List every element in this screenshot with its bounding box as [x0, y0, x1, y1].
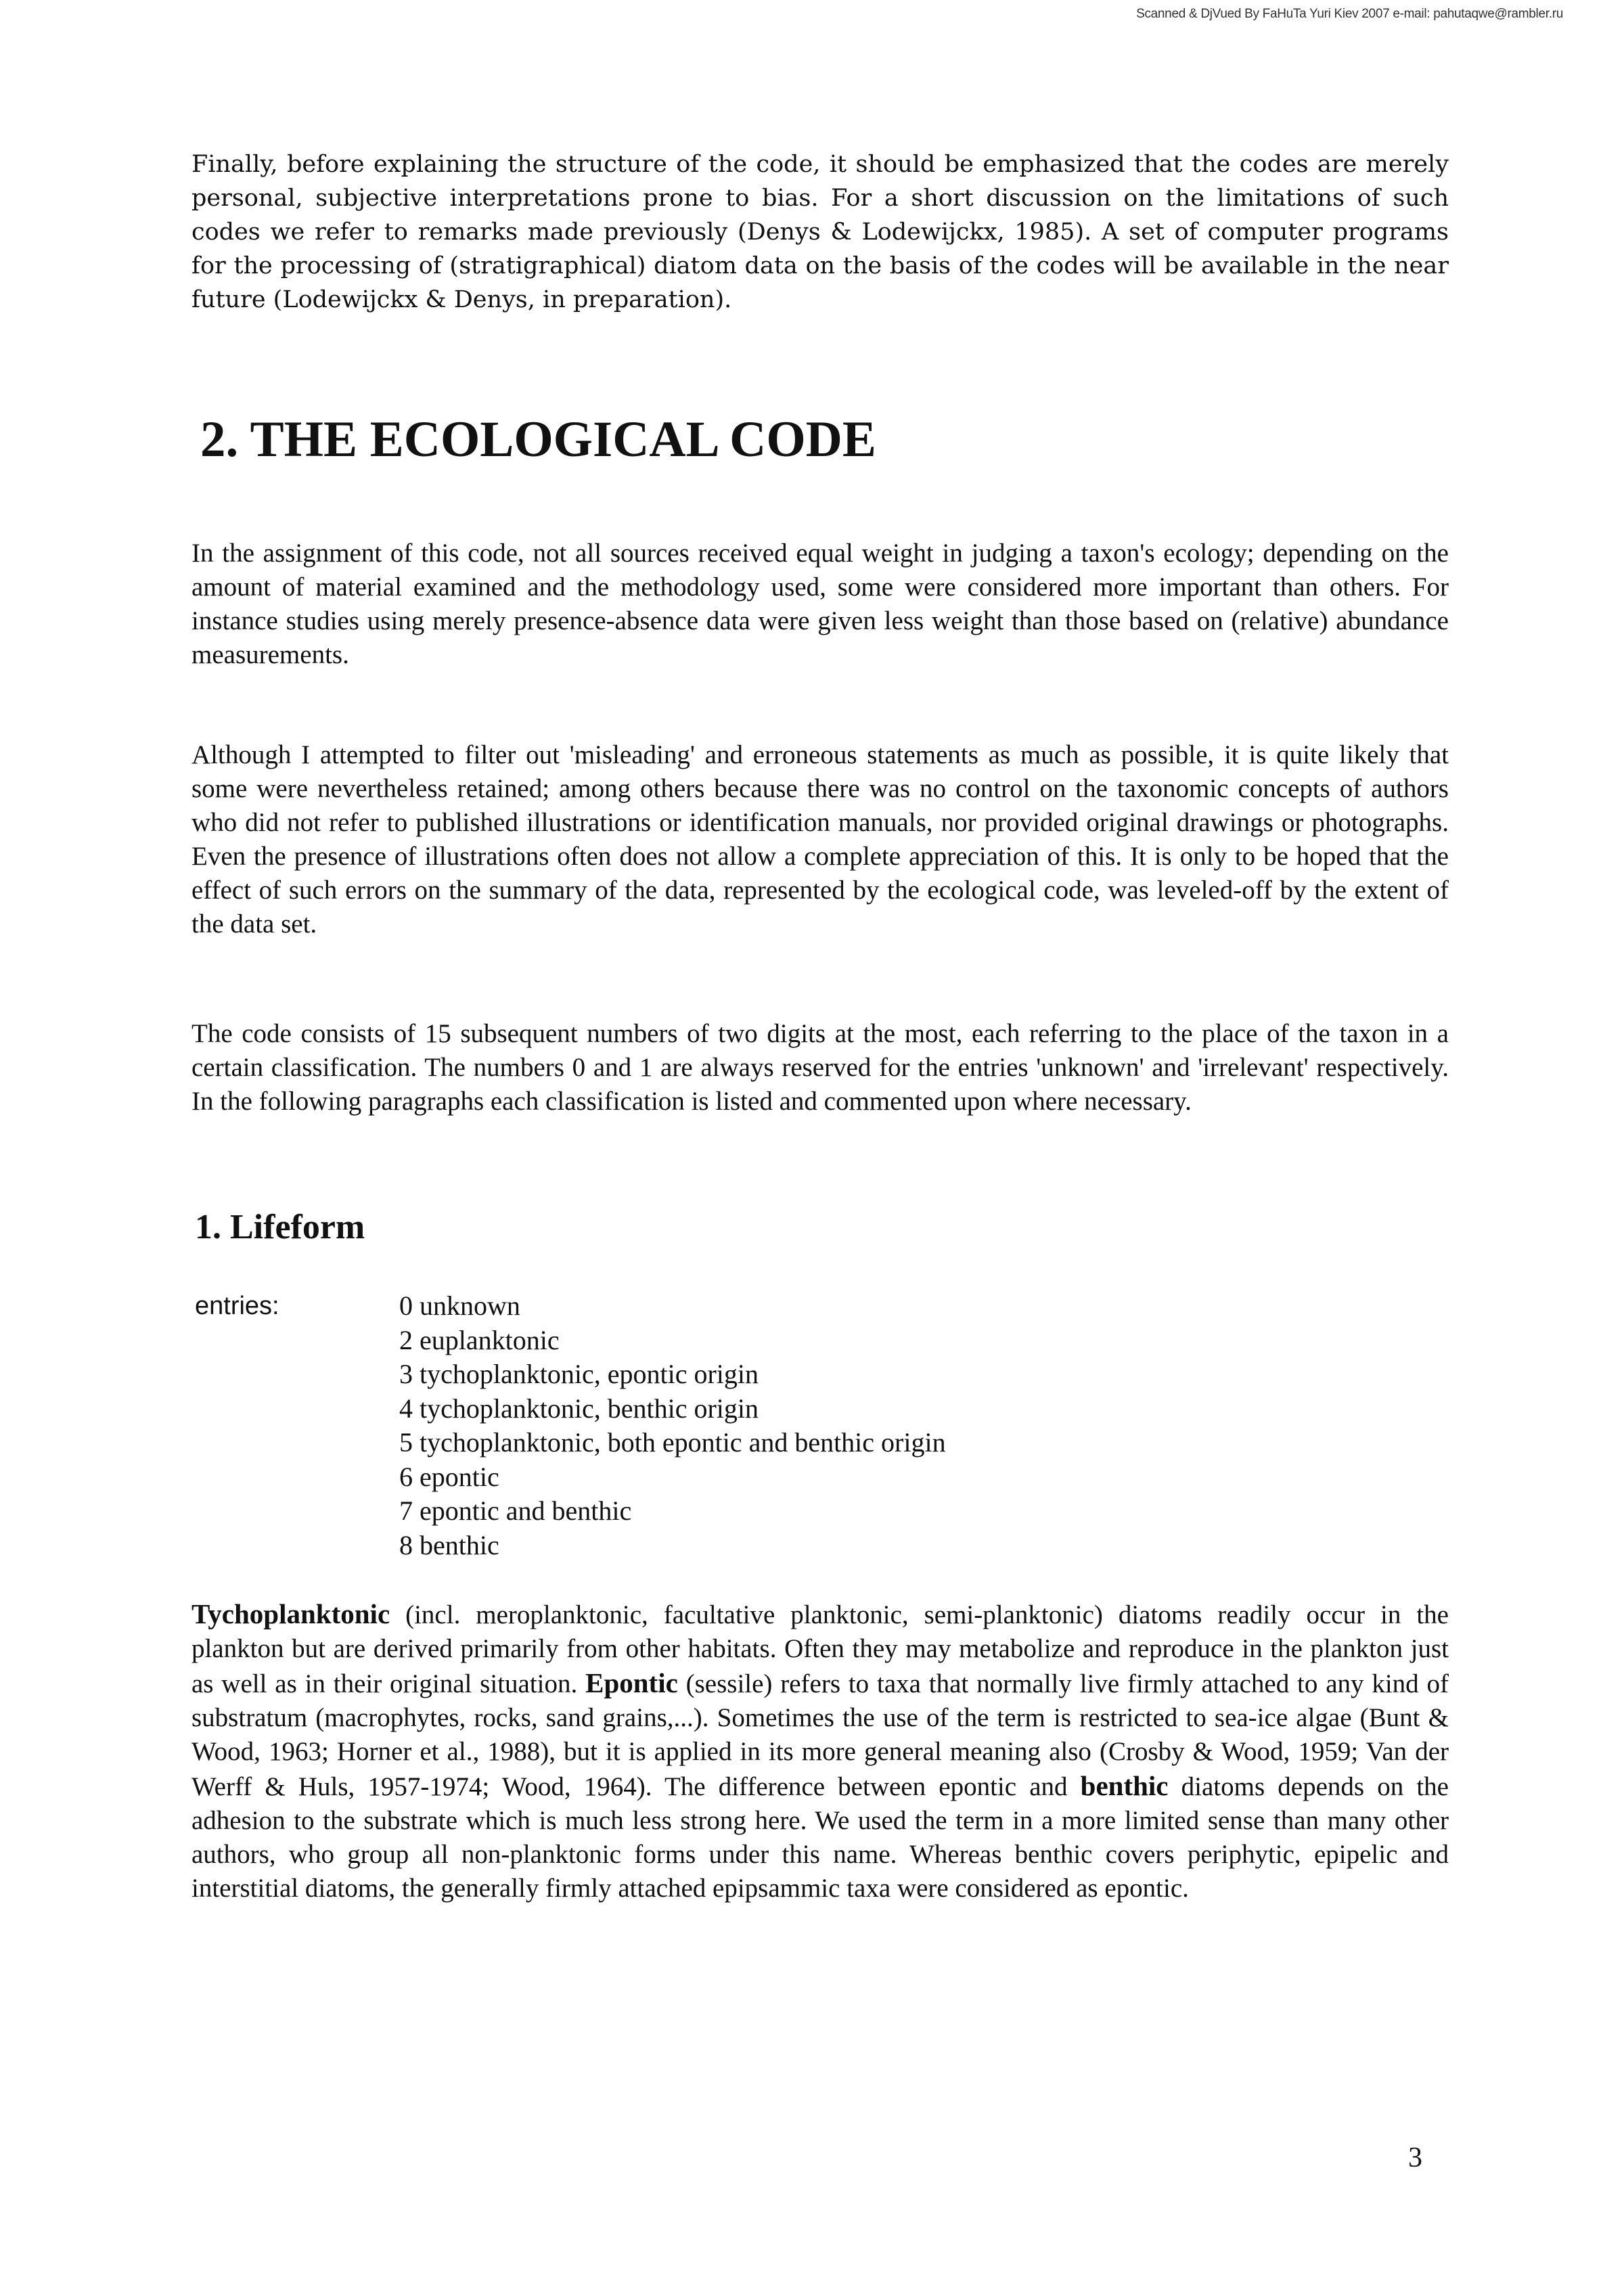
body-paragraph: In the assignment of this code, not all sources received equal weight in judging a taxon's ecology; depending on the amount of material examined and the methodology used, some were considered more important than others. For instance studies using merely presence-absence data were given less weight than those based on (relative) abundance measurements. [191, 539, 1449, 669]
definition-text: diatoms depends on the adhesion to the substrate which is much less strong here. We used the term in a more limited sense than many other authors, who group all non-planktonic forms under this name. Whereas benthic covers periphytic, epipelic and interstitial diatoms, the generally firmly attached epipsammic taxa were considered as epontic. [191, 1772, 1449, 1903]
entries-list [399, 1289, 946, 1562]
list-item: 7 epontic and benthic [399, 1495, 632, 1526]
list-item: 2 euplanktonic [399, 1324, 560, 1355]
term-tychoplanktonic: Tychoplanktonic [191, 1598, 390, 1629]
body-paragraph: The code consists of 15 subsequent numbers of two digits at the most, each referring to the place of the taxon in a certain classification. The numbers 0 and 1 are always reserved for the entries 'unknown' and 'irrelevant' respectively. In the following paragraphs each classification is listed and commented upon where necessary. [191, 1019, 1449, 1116]
list-item: 0 unknown [399, 1290, 520, 1321]
definitions-paragraph [191, 1597, 1449, 1905]
entries-label: entries: [195, 1292, 279, 1320]
intro-paragraph: Finally, before explaining the structure of the code, it should be emphasized that the codes are merely personal, subjective interpretations prone to bias. For a short discussion on the limitations of such codes we refer to remarks made previously (Denys & Lodewijckx, 1985). A set of computer programs for the processing of (stratigraphical) diatom data on the basis of the codes will be available in the near future (Lodewijckx & Denys, in preparation). [191, 151, 1449, 313]
list-item: 4 tychoplanktonic, benthic origin [399, 1393, 759, 1424]
section-title: 2. THE ECOLOGICAL CODE [200, 411, 876, 468]
term-benthic: benthic [1080, 1770, 1169, 1801]
scan-watermark: Scanned & DjVued By FaHuTa Yuri Kiev 2007 e-mail: pahutaqwe@rambler.ru [1136, 7, 1563, 21]
list-item: 5 tychoplanktonic, both epontic and benthic origin [399, 1427, 946, 1458]
list-item: 6 epontic [399, 1461, 499, 1492]
list-item: 3 tychoplanktonic, epontic origin [399, 1359, 759, 1389]
subsection-title: 1. Lifeform [195, 1208, 365, 1246]
definition-text: (incl. meroplanktonic, facultative planktonic, semi-planktonic) diatoms readily occur in the plankton but are derived primarily from other habitats. Often they may metabolize and reproduce in the plankton just as well as in their original situation. [191, 1600, 1449, 1698]
page-number: 3 [1408, 2142, 1422, 2173]
list-item: 8 benthic [399, 1529, 499, 1560]
term-epontic: Epontic [585, 1667, 678, 1698]
body-paragraph: Although I attempted to filter out 'misleading' and erroneous statements as much as possible, it is quite likely that some were nevertheless retained; among others because there was no control on the taxonomic concepts of authors who did not refer to published illustrations or identification manuals, nor provided original drawings or photographs. Even the presence of illustrations often does not allow a complete appreciation of this. It is only to be hoped that the effect of such errors on the summary of the data, represented by the ecological code, was leveled-off by the extent of the data set. [191, 740, 1449, 939]
definition-text: (sessile) refers to taxa that normally live firmly attached to any kind of substratum (macrophytes, rocks, sand grains,...). Sometimes the use of the term is restricted to sea-ice algae (Bunt & Wood, 1963; Horner et al., 1988), but it is applied in its more general meaning also (Crosby & Wood, 1959; Van der Werff & Huls, 1957-1974; Wood, 1964). The difference between epontic and [191, 1669, 1449, 1801]
